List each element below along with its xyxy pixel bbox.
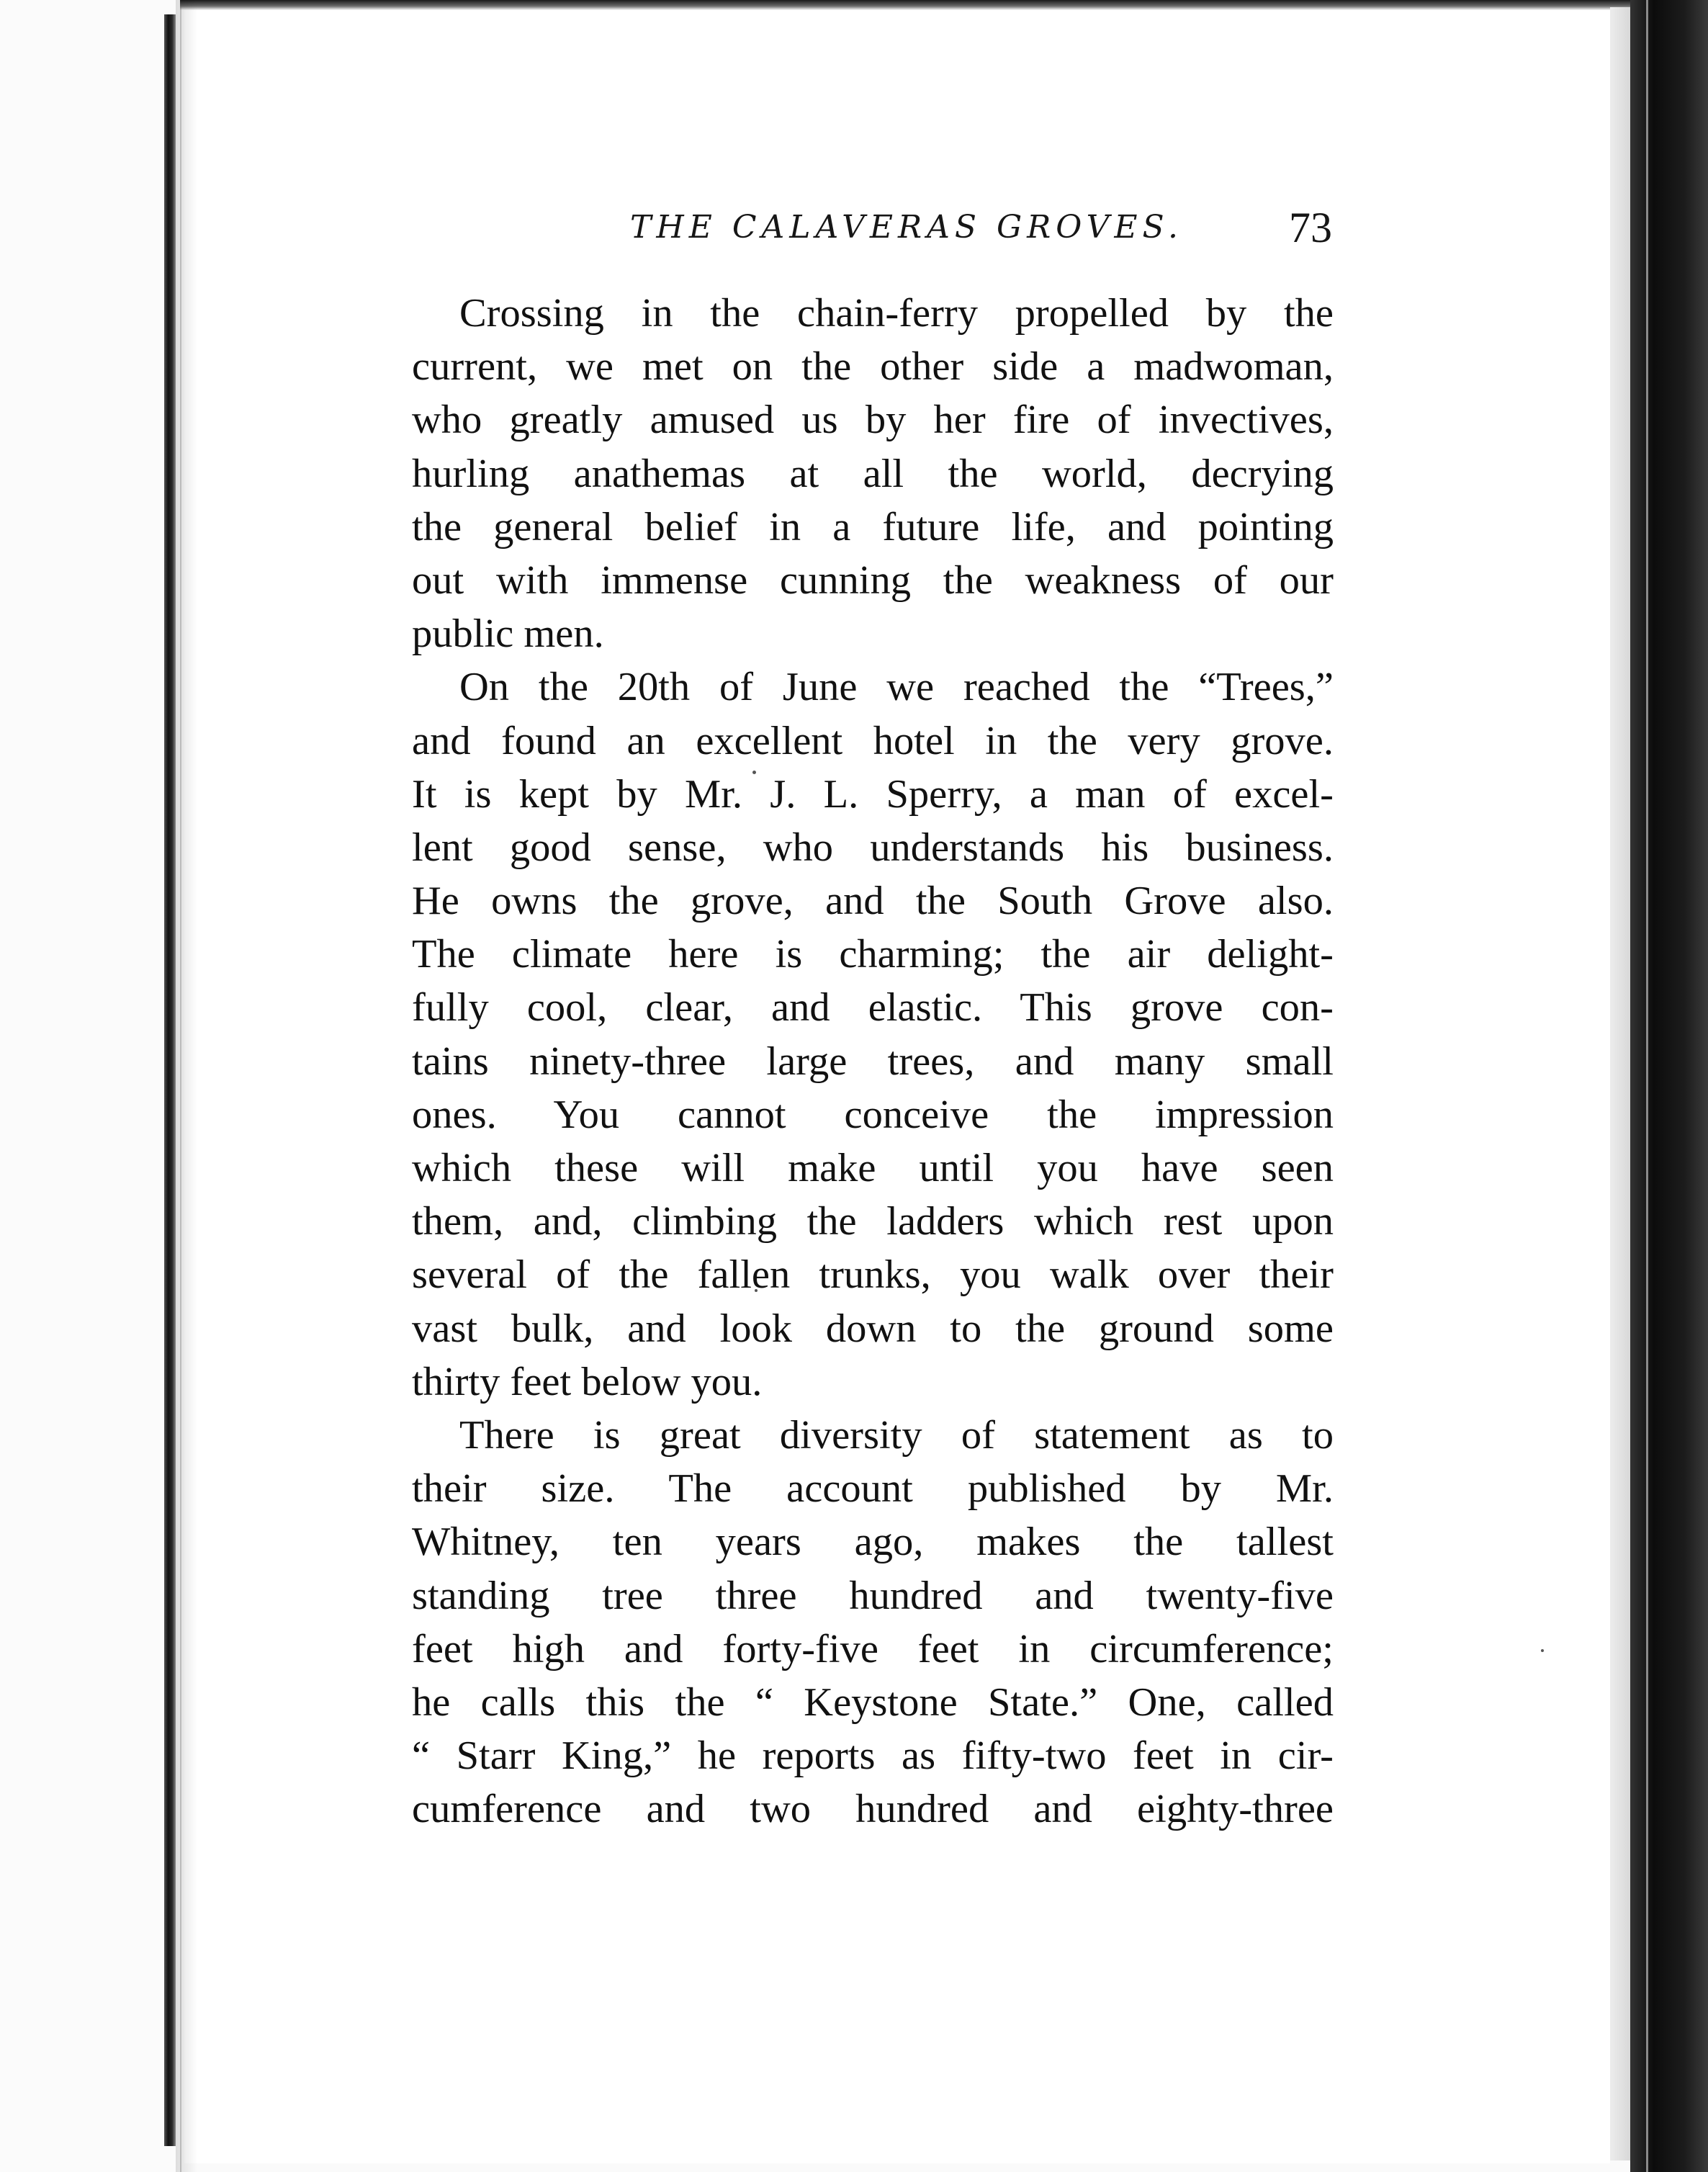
text-line: standing tree three hundred and twenty-five [412,1573,1334,1618]
text-line: Whitney, ten years ago, makes the tallest [412,1520,1334,1565]
text-line: Crossing in the chain-ferry propelled by the [459,291,1334,336]
text-line: The climate here is charming; the air delight- [412,932,1334,977]
text-line: their size. The account published by Mr. [412,1466,1334,1512]
text-line: which these will make until you have seen [412,1146,1334,1190]
page-header [0,196,1708,268]
text-line: who greatly amused us by her fire of invectives, [412,398,1334,443]
text-line: and found an excellent hotel in the very grove. [412,718,1334,763]
text-line: “ Starr King,” he reports as fifty-two feet in cir- [412,1733,1334,1779]
text-line: There is great diversity of statement as to [459,1412,1334,1458]
scan-speck [1541,1649,1544,1652]
page-number: 73 [1289,204,1332,251]
text-line: On the 20th of June we reached the “Trees,” [459,665,1334,710]
paragraph [412,1409,1334,1836]
text-line: public men. [412,611,604,657]
book-cover-edge [1630,0,1708,2172]
text-line: hurling anathemas at all the world, decrying [412,451,1334,496]
text-line: fully cool, clear, and elastic. This grove con- [412,985,1334,1031]
running-head: THE CALAVERAS GROVES. [630,209,1184,246]
page-fore-edge [1610,7,1630,2160]
text-line: he calls this the “ Keystone State.” One, called [412,1679,1334,1725]
text-line: out with immense cunning the weakness of our [412,557,1334,603]
text-line: He owns the grove, and the South Grove also. [412,879,1334,924]
text-line: ones. You cannot conceive the impression [412,1092,1334,1137]
book-gutter [164,14,176,2146]
body-text [412,287,1334,1836]
text-line: several of the fallen trunks, you walk over their [412,1252,1334,1298]
gutter-shadow [176,0,197,2172]
text-line: tains ninety-three large trees, and many small [412,1038,1334,1084]
text-line: them, and, climbing the ladders which rest upon [412,1199,1334,1244]
text-line: vast bulk, and look down to the ground some [412,1306,1334,1351]
paragraph [412,287,1334,660]
paragraph [412,660,1334,1409]
text-line: thirty feet below you. [412,1359,763,1404]
top-page-edge [180,0,1656,10]
text-line: feet high and forty-five feet in circumference; [412,1626,1334,1671]
text-line: It is kept by Mr. J. L. Sperry, a man of excel- [412,771,1334,817]
text-line: current, we met on the other side a madwoman, [412,344,1334,390]
text-line: cumference and two hundred and eighty-three [412,1787,1334,1832]
text-line: lent good sense, who understands his business. [412,825,1334,870]
text-line: the general belief in a future life, and pointing [412,504,1334,549]
opposite-page-edge [0,0,181,2172]
cover-edge-line [1646,0,1648,2172]
